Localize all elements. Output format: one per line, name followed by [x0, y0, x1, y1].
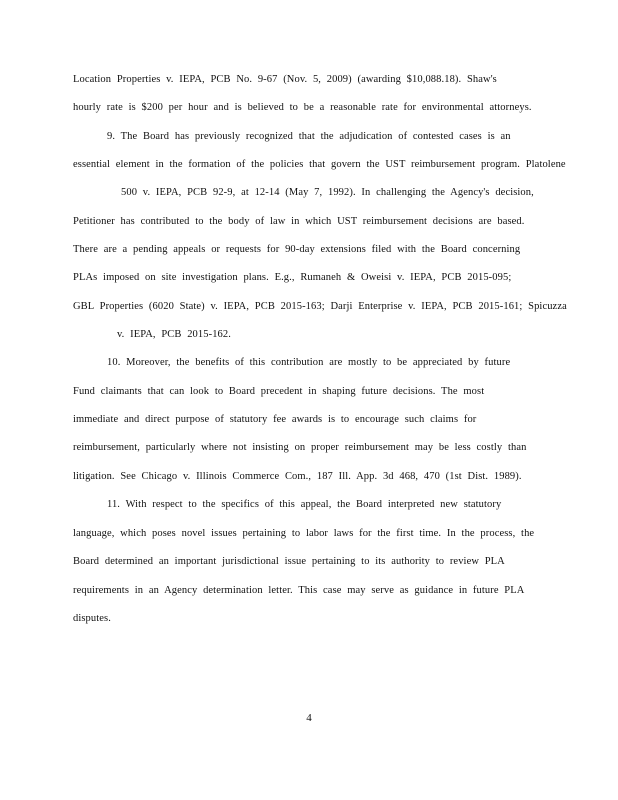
text-line: GBL Properties (6020 State) v. IEPA, PCB 2015-163; Darji Enterprise v. IEPA, PCB 2015-161; Spicuzza	[73, 301, 567, 312]
text-line: essential element in the formation of the policies that govern the UST reimbursement program. Platolene	[73, 159, 566, 170]
text-line: hourly rate is $200 per hour and is believed to be a reasonable rate for environmental attorneys.	[73, 102, 532, 113]
paragraph-9-start: 9. The Board has previously recognized that the adjudication of contested cases is an	[107, 131, 511, 142]
text-line: Fund claimants that can look to Board precedent in shaping future decisions. The most	[73, 386, 485, 397]
paragraph-11-start: 11. With respect to the specifics of this appeal, the Board interpreted new statutory	[107, 499, 502, 510]
text-line: immediate and direct purpose of statutory fee awards is to encourage such claims for	[73, 414, 477, 425]
text-line: language, which poses novel issues pertaining to labor laws for the first time. In the process, the	[73, 528, 535, 539]
text-line: v. IEPA, PCB 2015-162.	[117, 329, 231, 340]
text-line: Petitioner has contributed to the body of law in which UST reimbursement decisions are based.	[73, 216, 525, 227]
text-line: disputes.	[73, 613, 111, 624]
text-line: Location Properties v. IEPA, PCB No. 9-67 (Nov. 5, 2009) (awarding $10,088.18). Shaw's	[73, 74, 497, 85]
text-line: reimbursement, particularly where not insisting on proper reimbursement may be less costly than	[73, 442, 527, 453]
text-line: litigation. See Chicago v. Illinois Commerce Com., 187 Ill. App. 3d 468, 470 (1st Dist. 1989).	[73, 471, 522, 482]
text-line: There are a pending appeals or requests for 90-day extensions filed with the Board concerning	[73, 244, 521, 255]
paragraph-10-start: 10. Moreover, the benefits of this contribution are mostly to be appreciated by future	[107, 357, 511, 368]
text-line: requirements in an Agency determination letter. This case may serve as guidance in future PLA	[73, 585, 525, 596]
text-line: Board determined an important jurisdictional issue pertaining to its authority to review PLA	[73, 556, 505, 567]
text-line: PLAs imposed on site investigation plans. E.g., Rumaneh & Oweisi v. IEPA, PCB 2015-095;	[73, 272, 512, 283]
page-number: 4	[306, 712, 312, 724]
text-line: 500 v. IEPA, PCB 92-9, at 12-14 (May 7, 1992). In challenging the Agency's decision,	[121, 187, 534, 198]
